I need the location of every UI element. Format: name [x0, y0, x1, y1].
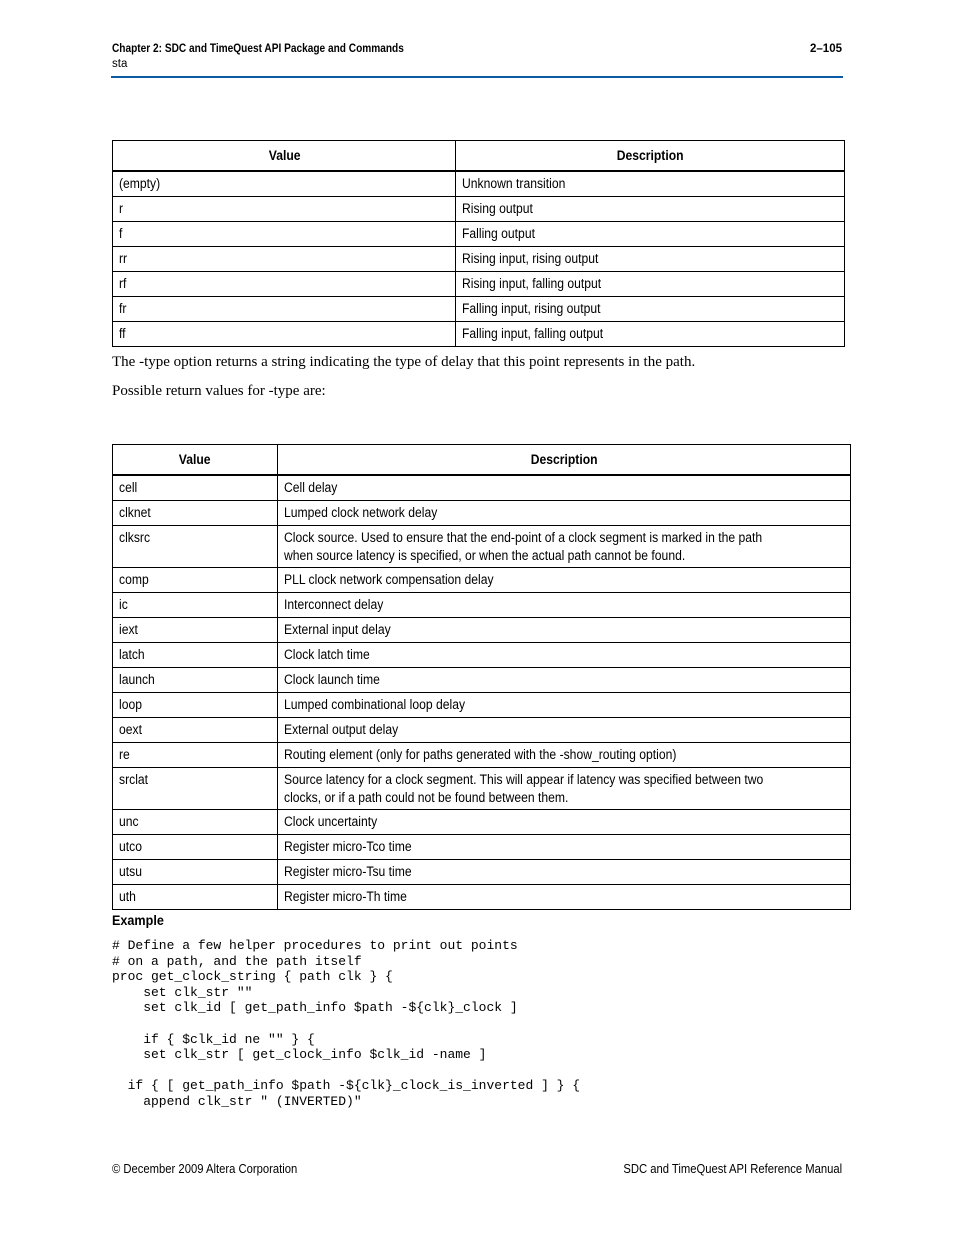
- value-cell: rr: [113, 247, 456, 272]
- description-cell: Register micro-Tco time: [278, 835, 851, 860]
- value-cell: ff: [113, 322, 456, 347]
- value-cell: ic: [113, 593, 278, 618]
- description-cell: Clock latch time: [278, 643, 851, 668]
- description-cell: Rising input, rising output: [456, 247, 845, 272]
- value-cell: latch: [113, 643, 278, 668]
- section-name: sta: [112, 58, 128, 70]
- table-row: [113, 860, 851, 885]
- column-header-description: Description: [278, 445, 851, 476]
- description-cell: External output delay: [278, 718, 851, 743]
- table-row: [113, 718, 851, 743]
- table-row: [113, 171, 845, 197]
- example-code-block: # Define a few helper procedures to print out points # on a path, and the path itself proc get_clock_string { path clk } { set clk_str "" set clk_id [ get_path_info $path -${clk}_clock ] if { $clk_id ne "" } { set clk_str [ get_clock_info $clk_id -name ] if { [ get_path_info $path -${clk}_clock_is_inverted ] } { append clk_str " (INVERTED)": [112, 938, 581, 1109]
- value-cell: unc: [113, 810, 278, 835]
- header-divider: [111, 76, 843, 78]
- value-cell: re: [113, 743, 278, 768]
- description-cell: Falling input, rising output: [456, 297, 845, 322]
- description-cell: Falling output: [456, 222, 845, 247]
- description-cell: Routing element (only for paths generated with the -show_routing option): [278, 743, 851, 768]
- example-heading: Example: [112, 912, 164, 928]
- table-row: [113, 693, 851, 718]
- value-cell: r: [113, 197, 456, 222]
- table-row: [113, 222, 845, 247]
- description-cell: Lumped clock network delay: [278, 501, 851, 526]
- description-cell: Clock launch time: [278, 668, 851, 693]
- table-row: [113, 526, 851, 568]
- description-cell: Lumped combinational loop delay: [278, 693, 851, 718]
- table-row: [113, 810, 851, 835]
- value-cell: clksrc: [113, 526, 278, 568]
- footer-manual-title: SDC and TimeQuest API Reference Manual: [623, 1162, 842, 1176]
- description-cell: Cell delay: [278, 475, 851, 501]
- type-option-paragraph: The -type option returns a string indicating the type of delay that this point represents in the path.: [112, 354, 696, 370]
- table-row: [113, 743, 851, 768]
- table-row: [113, 568, 851, 593]
- column-header-description: Description: [456, 141, 845, 172]
- column-header-value: Value: [113, 141, 456, 172]
- value-cell: loop: [113, 693, 278, 718]
- value-cell: cell: [113, 475, 278, 501]
- value-cell: utsu: [113, 860, 278, 885]
- table-header-row: [113, 141, 845, 172]
- description-cell: Rising input, falling output: [456, 272, 845, 297]
- value-cell: utco: [113, 835, 278, 860]
- possible-values-paragraph: Possible return values for -type are:: [112, 383, 326, 399]
- table-row: [113, 475, 851, 501]
- footer-copyright: © December 2009 Altera Corporation: [112, 1162, 298, 1176]
- description-cell: Falling input, falling output: [456, 322, 845, 347]
- value-cell: (empty): [113, 171, 456, 197]
- table-row: [113, 885, 851, 910]
- description-cell: Clock source. Used to ensure that the end-point of a clock segment is marked in the path when source latency is specified, or when the actual path cannot be found.: [278, 526, 851, 568]
- column-header-value: Value: [113, 445, 278, 476]
- value-cell: rf: [113, 272, 456, 297]
- transition-values-table: [112, 140, 845, 347]
- description-cell: Interconnect delay: [278, 593, 851, 618]
- table-row: [113, 593, 851, 618]
- value-cell: iext: [113, 618, 278, 643]
- table-row: [113, 322, 845, 347]
- delay-type-values-table: [112, 444, 851, 910]
- value-cell: f: [113, 222, 456, 247]
- table-row: [113, 618, 851, 643]
- table-row: [113, 835, 851, 860]
- table-row: [113, 768, 851, 810]
- description-cell: Unknown transition: [456, 171, 845, 197]
- description-cell: External input delay: [278, 618, 851, 643]
- table-header-row: [113, 445, 851, 476]
- table-row: [113, 297, 845, 322]
- page-number: 2–105: [810, 43, 842, 55]
- table-row: [113, 501, 851, 526]
- value-cell: srclat: [113, 768, 278, 810]
- value-cell: clknet: [113, 501, 278, 526]
- description-cell: Register micro-Th time: [278, 885, 851, 910]
- value-cell: launch: [113, 668, 278, 693]
- description-cell: Register micro-Tsu time: [278, 860, 851, 885]
- table-row: [113, 247, 845, 272]
- description-cell: PLL clock network compensation delay: [278, 568, 851, 593]
- table-row: [113, 643, 851, 668]
- description-cell: Source latency for a clock segment. This will appear if latency was specified between two clocks, or if a path could not be found between them.: [278, 768, 851, 810]
- value-cell: comp: [113, 568, 278, 593]
- chapter-title: Chapter 2: SDC and TimeQuest API Package and Commands: [112, 43, 404, 55]
- value-cell: oext: [113, 718, 278, 743]
- description-cell: Clock uncertainty: [278, 810, 851, 835]
- table-row: [113, 197, 845, 222]
- value-cell: uth: [113, 885, 278, 910]
- value-cell: fr: [113, 297, 456, 322]
- description-cell: Rising output: [456, 197, 845, 222]
- table-row: [113, 272, 845, 297]
- table-row: [113, 668, 851, 693]
